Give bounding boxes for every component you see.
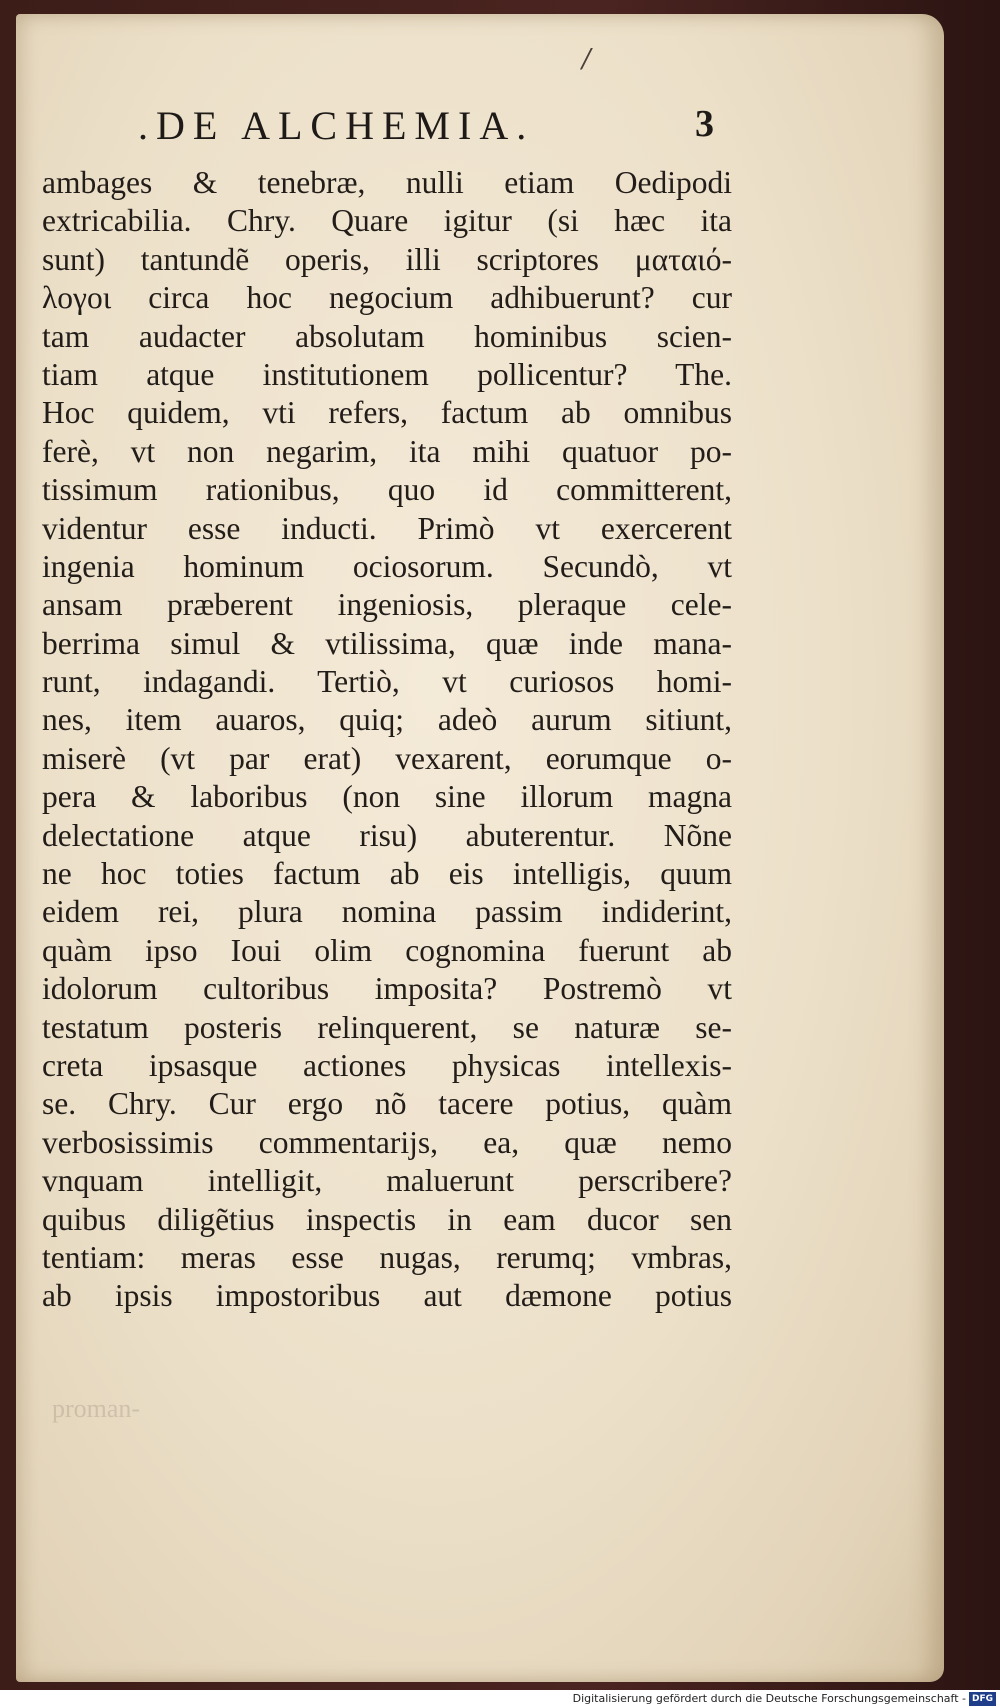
text-line: sunt) tantundẽ operis, illi scriptores ματαιό- — [42, 241, 732, 277]
text-line: runt, indagandi. Tertiò, vt curiosos homi- — [42, 664, 732, 700]
text-line: Hoc quidem, vti refers, factum ab omnibus — [42, 395, 732, 431]
text-line: verbosissimis commentarijs, ea, quæ nemo — [42, 1124, 732, 1160]
text-line: ab ipsis impostoribus aut dæmone potius — [42, 1278, 732, 1314]
text-line: quibus diligẽtius inspectis in eam ducor sen — [42, 1201, 732, 1237]
folio-number: 3 — [695, 103, 714, 145]
text-line: creta ipsasque actiones physicas intellexis- — [42, 1047, 732, 1083]
text-line: tam audacter absolutam hominibus scien- — [42, 318, 732, 354]
running-head: .DE ALCHEMIA. — [138, 103, 535, 148]
text-line: testatum posteris relinquerent, se naturæ se- — [42, 1009, 732, 1045]
text-line: berrima simul & vtilissima, quæ inde mana- — [42, 625, 732, 661]
text-line: ingenia hominum ociosorum. Secundò, vt — [42, 548, 732, 584]
text-line: eidem rei, plura nomina passim indiderint, — [42, 894, 732, 930]
text-line: quàm ipso Ioui olim cognomina fuerunt ab — [42, 932, 732, 968]
text-line: ansam præberent ingeniosis, pleraque cele- — [42, 587, 732, 623]
text-line: videntur esse inducti. Primò vt exercerent — [42, 510, 732, 546]
faded-catchword: proman- — [52, 1394, 141, 1423]
text-line: nes, item auaros, quiq; adeò aurum sitiunt, — [42, 702, 732, 738]
text-line: se. Chry. Cur ergo nõ tacere potius, quàm — [42, 1086, 732, 1122]
text-line: idolorum cultoribus imposita? Postremò vt — [42, 971, 732, 1007]
text-line: tiam atque institutionem pollicentur? The. — [42, 356, 732, 392]
body-text — [42, 164, 732, 1316]
text-line: ferè, vt non negarim, ita mihi quatuor po- — [42, 433, 732, 469]
dfg-logo-icon: DFG — [969, 1692, 996, 1706]
text-line: extricabilia. Chry. Quare igitur (si hæc ita — [42, 203, 732, 239]
text-line: λογοι circa hoc negocium adhibuerunt? cur — [42, 280, 732, 316]
funding-credit: Digitalisierung gefördert durch die Deutsche Forschungsgemeinschaft - — [572, 1692, 966, 1705]
folio-pencil-mark: / — [582, 44, 591, 74]
text-line: ne hoc toties factum ab eis intelligis, quum — [42, 856, 732, 892]
text-line: pera & laboribus (non sine illorum magna — [42, 779, 732, 815]
text-line: tentiam: meras esse nugas, rerumq; vmbras, — [42, 1239, 732, 1275]
text-line: delectatione atque risu) abuterentur. Nõne — [42, 817, 732, 853]
text-line: miserè (vt par erat) vexarent, eorumque o- — [42, 740, 732, 776]
text-line: vnquam intelligit, maluerunt perscribere? — [42, 1163, 732, 1199]
text-line: tissimum rationibus, quo id committerent, — [42, 472, 732, 508]
text-line: ambages & tenebræ, nulli etiam Oedipodi — [42, 165, 732, 200]
